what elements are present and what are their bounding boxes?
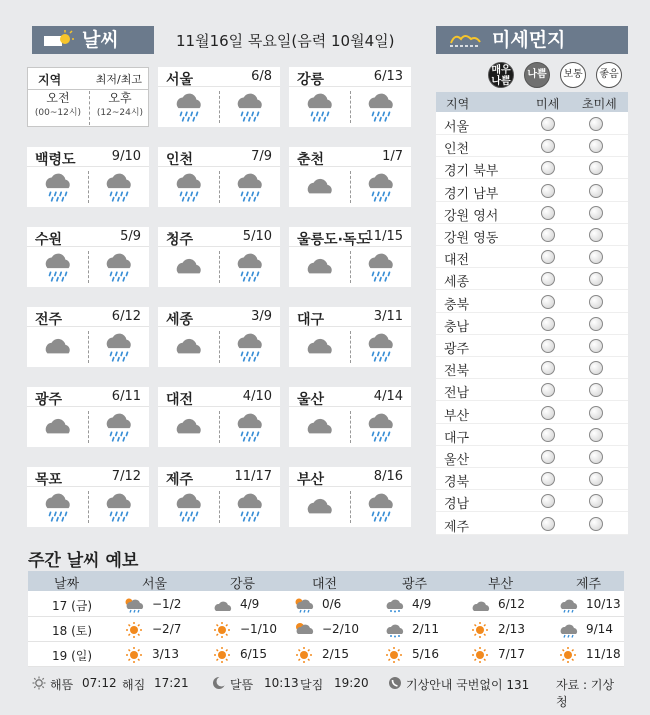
cloud-icon <box>303 411 337 443</box>
dust-row <box>436 357 628 379</box>
moon-icon <box>212 676 226 690</box>
sun-icon <box>124 621 144 638</box>
dust-table-header <box>436 92 628 112</box>
city-temp: 5/9 <box>120 229 141 244</box>
sunset-label: 해짐 <box>122 678 146 692</box>
pm10-indicator <box>541 428 555 442</box>
city-temp: 7/9 <box>251 149 272 164</box>
legend-pm: 오후 (12~24시) <box>96 91 144 118</box>
weekly-temp: 5/16 <box>412 647 439 661</box>
weekly-temp: −1/10 <box>240 622 278 636</box>
pm10-indicator <box>541 339 555 353</box>
rain-cloud-icon <box>102 331 136 363</box>
pm25-indicator <box>589 494 603 508</box>
rain-cloud-icon <box>364 331 398 363</box>
city-name: 수원 <box>35 232 63 248</box>
pm10-indicator <box>541 317 555 331</box>
dust-region-name: 부산 <box>444 408 470 424</box>
pm25-indicator <box>589 161 603 175</box>
city-cell <box>158 67 280 127</box>
weekly-date: 18 (토) <box>52 624 93 638</box>
legend-cell <box>27 67 149 127</box>
city-temp: 8/16 <box>373 469 403 484</box>
pm25-indicator <box>589 206 603 220</box>
dust-row <box>436 335 628 357</box>
city-name: 부산 <box>297 472 325 488</box>
pm10-indicator <box>541 361 555 375</box>
pm25-indicator <box>589 472 603 486</box>
rain-cloud-icon <box>233 411 267 443</box>
city-name: 강릉 <box>297 72 325 88</box>
dust-region-name: 광주 <box>444 342 470 357</box>
sun-icon <box>470 646 490 663</box>
sun-icon <box>212 646 232 663</box>
dust-level-very-bad: 매우 나쁨 <box>488 62 514 88</box>
pm10-indicator <box>541 406 555 420</box>
pm25-indicator <box>589 184 603 198</box>
pm25-indicator <box>589 428 603 442</box>
weekly-row <box>28 592 624 617</box>
weekly-row <box>28 617 624 642</box>
snow-cloud-icon <box>384 621 404 638</box>
city-name: 대전 <box>166 392 194 408</box>
snow-cloud-icon <box>384 596 404 613</box>
pm10-indicator <box>541 139 555 153</box>
dust-level-good: 좋음 <box>596 62 622 88</box>
pm10-indicator <box>541 472 555 486</box>
pm10-indicator <box>541 228 555 242</box>
city-temp: 6/11 <box>111 389 141 404</box>
city-name: 목포 <box>35 472 63 488</box>
dust-row <box>436 246 628 268</box>
dust-region-name: 울산 <box>444 453 470 468</box>
moonset-time: 19:20 <box>334 676 369 690</box>
rain-cloud-icon <box>41 491 75 523</box>
city-name: 춘천 <box>297 152 325 168</box>
weekly-row <box>28 642 624 667</box>
weekly-title: 주간 날씨 예보 <box>28 551 139 571</box>
sun-icon <box>212 621 232 638</box>
legend-region: 지역 <box>38 73 62 87</box>
pm25-indicator <box>589 361 603 375</box>
rain-cloud-icon <box>303 91 337 123</box>
dust-table <box>436 92 628 535</box>
sunset-time: 17:21 <box>154 676 189 690</box>
city-cell <box>27 307 149 367</box>
dust-row <box>436 513 628 535</box>
pm10-indicator <box>541 272 555 286</box>
weekly-temp: 4/9 <box>240 597 260 611</box>
city-temp: 4/10 <box>242 389 272 404</box>
sun-icon <box>384 646 404 663</box>
rain-cloud-icon <box>233 91 267 123</box>
city-cell <box>289 307 411 367</box>
weekly-head-date: 날짜 <box>54 577 80 592</box>
city-temp: 3/9 <box>251 309 272 324</box>
pm25-indicator <box>589 250 603 264</box>
dust-level-normal: 보통 <box>560 62 586 88</box>
rain-cloud-icon <box>558 596 578 613</box>
pm25-indicator <box>589 406 603 420</box>
pm25-indicator <box>589 139 603 153</box>
dust-region-name: 경기 남부 <box>444 186 499 202</box>
dust-section-title <box>436 26 628 54</box>
rain-cloud-icon <box>41 251 75 283</box>
pm25-indicator <box>589 317 603 331</box>
weekly-head-city: 광주 <box>402 577 428 592</box>
weekly-head-city: 서울 <box>142 577 168 592</box>
pm10-indicator <box>541 250 555 264</box>
dust-row <box>436 113 628 135</box>
weekly-temp: 6/12 <box>498 597 525 611</box>
city-temp: 9/10 <box>111 149 141 164</box>
cloud-icon <box>172 251 206 283</box>
city-name: 제주 <box>166 472 194 488</box>
legend-minmax: 최저/최고 <box>95 73 142 86</box>
dust-region-name: 대구 <box>444 430 470 446</box>
city-name: 백령도 <box>35 152 76 168</box>
sun-icon <box>294 646 314 663</box>
city-cell <box>289 387 411 447</box>
dust-region-name: 대전 <box>444 253 470 269</box>
moonset-label: 달짐 <box>300 678 324 692</box>
cloud-icon <box>470 596 490 613</box>
weekly-date: 19 (일) <box>52 649 93 663</box>
weather-section-title <box>32 26 154 54</box>
cloud-icon <box>41 411 75 443</box>
pm10-indicator <box>541 383 555 397</box>
pm25-indicator <box>589 517 603 531</box>
weekly-head-city: 제주 <box>576 577 602 592</box>
cloud-icon <box>172 411 206 443</box>
weekly-temp: 7/17 <box>498 647 525 661</box>
dust-region-name: 세종 <box>444 275 470 291</box>
footer <box>28 672 624 709</box>
dust-row <box>436 180 628 202</box>
cloud-icon <box>303 251 337 283</box>
dust-row <box>436 424 628 446</box>
city-temp: 3/11 <box>373 309 403 324</box>
city-cell <box>158 387 280 447</box>
weekly-header <box>28 571 624 591</box>
city-cell <box>289 227 411 287</box>
rain-cloud-icon <box>172 91 206 123</box>
moonrise-label: 달뜸 <box>230 678 254 692</box>
city-temp: 6/12 <box>111 309 141 324</box>
pm10-indicator <box>541 117 555 131</box>
rain-cloud-icon <box>102 251 136 283</box>
rain-cloud-icon <box>172 171 206 203</box>
pm25-indicator <box>589 339 603 353</box>
city-name: 대구 <box>297 312 325 328</box>
dust-row <box>436 446 628 468</box>
dust-row <box>436 268 628 290</box>
city-temp: 4/14 <box>373 389 403 404</box>
moonrise-time: 10:13 <box>264 676 299 690</box>
city-cell <box>158 147 280 207</box>
legend-am: 오전 (00~12시) <box>34 91 82 118</box>
phone-info: 기상안내 국번없이 131 <box>406 678 530 692</box>
dust-region-name: 강원 영서 <box>444 208 499 224</box>
rain-cloud-icon <box>364 411 398 443</box>
weekly-temp: 2/11 <box>412 622 439 636</box>
dust-row <box>436 135 628 157</box>
sunrise-time: 07:12 <box>82 676 117 690</box>
weekly-temp: 2/13 <box>498 622 525 636</box>
dust-region-name: 전북 <box>444 364 470 380</box>
sun-icon <box>124 646 144 663</box>
cloud-icon <box>212 596 232 613</box>
rain-cloud-icon <box>233 331 267 363</box>
weekly-temp: 11/18 <box>586 647 621 661</box>
phone-icon <box>388 676 402 690</box>
rain-cloud-icon <box>172 491 206 523</box>
city-name: 서울 <box>166 72 194 88</box>
cloud-icon <box>303 491 337 523</box>
weekly-temp: −1/2 <box>152 597 182 611</box>
city-cell <box>27 467 149 527</box>
pm10-indicator <box>541 184 555 198</box>
city-temp: 11/15 <box>365 229 403 244</box>
weekly-head-city: 대전 <box>312 577 338 592</box>
rain-cloud-icon <box>364 491 398 523</box>
sun-cloud-icon <box>294 621 314 638</box>
dust-row <box>436 224 628 246</box>
pm25-indicator <box>589 295 603 309</box>
rain-cloud-icon <box>233 171 267 203</box>
sun-icon <box>470 621 490 638</box>
city-name: 광주 <box>35 392 63 408</box>
pm25-indicator <box>589 450 603 464</box>
dust-region-name: 서울 <box>444 120 470 135</box>
weekly-temp: 0/6 <box>322 597 342 611</box>
weekly-date: 17 (금) <box>52 599 93 613</box>
city-cell <box>27 147 149 207</box>
city-cell <box>27 387 149 447</box>
cloud-icon <box>41 331 75 363</box>
sun-icon <box>558 646 578 663</box>
dust-head-pm25: 초미세 <box>582 97 617 111</box>
pm10-indicator <box>541 450 555 464</box>
weekly-temp: 4/9 <box>412 597 432 611</box>
dust-head-pm10: 미세 <box>536 97 560 111</box>
pm25-indicator <box>589 228 603 242</box>
cloud-icon <box>303 171 337 203</box>
dust-row <box>436 379 628 401</box>
rain-cloud-icon <box>41 171 75 203</box>
weekly-temp: 6/15 <box>240 647 267 661</box>
city-cell <box>289 467 411 527</box>
pm25-indicator <box>589 272 603 286</box>
dust-region-name: 인천 <box>444 142 470 158</box>
sun-rain-icon <box>124 596 144 613</box>
pm10-indicator <box>541 517 555 531</box>
city-cell <box>158 467 280 527</box>
city-name: 인천 <box>166 152 194 168</box>
weekly-head-city: 강릉 <box>230 577 256 592</box>
rain-cloud-icon <box>364 251 398 283</box>
rain-cloud-icon <box>233 491 267 523</box>
weather-title-text: 날씨 <box>82 29 119 51</box>
dust-row <box>436 313 628 335</box>
sun-outline-icon <box>32 676 46 690</box>
dust-head-region: 지역 <box>446 97 470 111</box>
pm10-indicator <box>541 161 555 175</box>
city-name: 울산 <box>297 392 325 408</box>
weekly-temp: −2/10 <box>322 622 360 636</box>
date-text: 11월16일 목요일(음력 10월4일) <box>176 32 395 50</box>
city-name: 울릉도·독도 <box>297 232 370 248</box>
weekly-temp: −2/7 <box>152 622 182 636</box>
pm10-indicator <box>541 295 555 309</box>
weekly-temp: 10/13 <box>586 597 621 611</box>
cloud-icon <box>172 331 206 363</box>
rain-cloud-icon <box>364 171 398 203</box>
dust-row <box>436 202 628 224</box>
weekly-temp: 3/13 <box>152 647 179 661</box>
dust-row <box>436 402 628 424</box>
rain-cloud-icon <box>364 91 398 123</box>
city-temp: 5/10 <box>242 229 272 244</box>
rain-cloud-icon <box>102 491 136 523</box>
sun-rain-icon <box>294 596 314 613</box>
rain-cloud-icon <box>233 251 267 283</box>
dust-region-name: 강원 영동 <box>444 231 499 246</box>
city-temp: 7/12 <box>111 469 141 484</box>
city-name: 전주 <box>35 312 63 328</box>
city-cell <box>27 227 149 287</box>
dust-title-text: 미세먼지 <box>492 29 566 51</box>
dust-region-name: 충남 <box>444 319 470 335</box>
rain-cloud-icon <box>558 621 578 638</box>
dust-region-name: 경북 <box>444 475 470 491</box>
dust-region-name: 경남 <box>444 497 470 513</box>
city-temp: 6/13 <box>373 69 403 84</box>
rain-cloud-icon <box>102 171 136 203</box>
pm25-indicator <box>589 117 603 131</box>
city-name: 세종 <box>166 312 194 328</box>
dust-region-name: 충북 <box>444 297 470 313</box>
city-cell <box>158 227 280 287</box>
weekly-temp: 2/15 <box>322 647 349 661</box>
weekly-temp: 9/14 <box>586 622 613 636</box>
dust-row <box>436 490 628 512</box>
source-text: 자료 : 기상청 <box>556 678 615 709</box>
weekly-head-city: 부산 <box>488 577 514 592</box>
weekly-table <box>28 571 624 667</box>
dust-row <box>436 291 628 313</box>
dust-region-name: 전남 <box>444 386 470 402</box>
dust-row <box>436 157 628 179</box>
dust-region-name: 제주 <box>444 519 470 535</box>
sun-cloud-icon <box>44 30 74 50</box>
pm10-indicator <box>541 206 555 220</box>
dust-region-name: 경기 북부 <box>444 164 499 180</box>
city-temp: 11/17 <box>234 469 272 484</box>
sunrise-label: 해뜸 <box>50 678 74 692</box>
city-name: 청주 <box>166 232 194 248</box>
pm25-indicator <box>589 383 603 397</box>
city-cell <box>289 147 411 207</box>
pm10-indicator <box>541 494 555 508</box>
dust-level-bad: 나쁨 <box>524 62 550 88</box>
city-temp: 6/8 <box>251 69 272 84</box>
rain-cloud-icon <box>102 411 136 443</box>
city-cell <box>158 307 280 367</box>
dust-row <box>436 468 628 490</box>
city-temp: 1/7 <box>382 149 403 164</box>
dust-icon <box>448 31 484 49</box>
city-cell <box>289 67 411 127</box>
cloud-icon <box>303 331 337 363</box>
